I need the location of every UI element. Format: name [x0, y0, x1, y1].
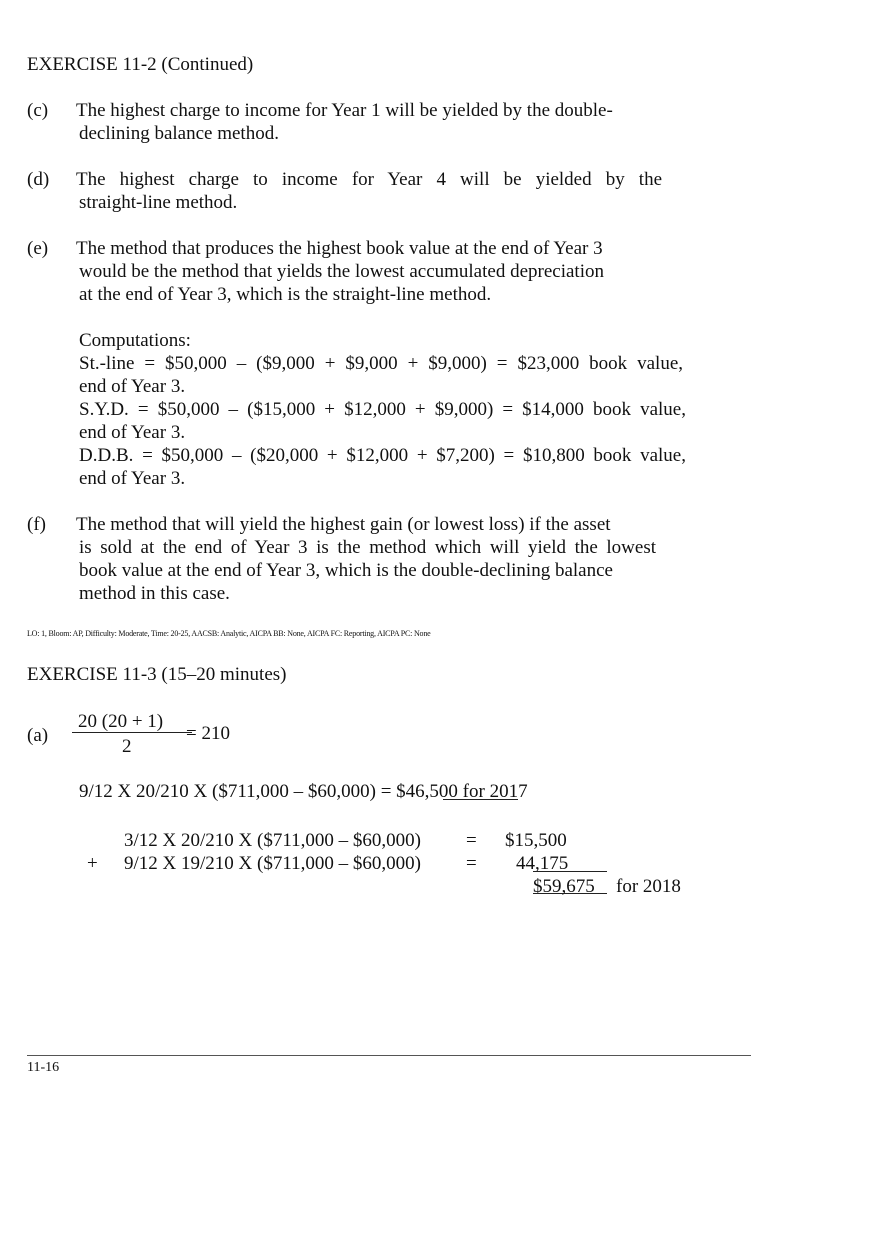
- exercise-11-2-heading: EXERCISE 11-2 (Continued): [27, 54, 254, 75]
- syd-computation-cont: end of Year 3.: [79, 422, 186, 443]
- ddb-computation: D.D.B. = $50,000 – ($20,000 + $12,000 + $7,200) = $10,800 book value,: [79, 445, 686, 466]
- item-e-line3: at the end of Year 3, which is the straight-line method.: [79, 284, 492, 305]
- underline-2017: [443, 799, 518, 800]
- total-underline: [533, 893, 607, 894]
- page-number: 11-16: [27, 1060, 60, 1075]
- item-e-line2: would be the method that yields the lowest accumulated depreciation: [79, 261, 604, 282]
- item-f-label: (f): [27, 514, 46, 535]
- row1-expression: 3/12 X 20/210 X ($711,000 – $60,000): [124, 830, 421, 851]
- item-e-line1: The method that produces the highest book value at the end of Year 3: [76, 238, 603, 259]
- item-a-label: (a): [27, 725, 49, 746]
- item-f-line4: method in this case.: [79, 583, 230, 604]
- row1-amount: $15,500: [505, 830, 567, 851]
- item-c-line1: The highest charge to income for Year 1 will be yielded by the double-: [76, 100, 613, 121]
- exercise-11-3-heading: EXERCISE 11-3 (15–20 minutes): [27, 664, 287, 685]
- item-f-line3: book value at the end of Year 3, which is the double-declining balance: [79, 560, 613, 581]
- ddb-computation-cont: end of Year 3.: [79, 468, 186, 489]
- row1-equals: =: [466, 830, 477, 851]
- item-f-line1: The method that will yield the highest gain (or lowest loss) if the asset: [76, 514, 611, 535]
- item-d-line2: straight-line method.: [79, 192, 238, 213]
- fraction-denominator: 2: [122, 736, 132, 757]
- straight-line-computation: St.-line = $50,000 – ($9,000 + $9,000 + $9,000) = $23,000 book value,: [79, 353, 683, 374]
- depreciation-2017: 9/12 X 20/210 X ($711,000 – $60,000) = $46,500 for 2017: [79, 781, 528, 802]
- item-d-label: (d): [27, 169, 50, 190]
- footer-rule: [27, 1055, 751, 1056]
- syd-computation: S.Y.D. = $50,000 – ($15,000 + $12,000 + $9,000) = $14,000 book value,: [79, 399, 686, 420]
- row2-plus: +: [87, 853, 98, 874]
- row2-amount: 44,175: [516, 853, 569, 874]
- item-c-label: (c): [27, 100, 49, 121]
- fraction-result: = 210: [186, 723, 230, 744]
- computations-title: Computations:: [79, 330, 191, 351]
- item-f-line2: is sold at the end of Year 3 is the method which will yield the lowest: [79, 537, 656, 558]
- learning-objective-metadata: LO: 1, Bloom: AP, Difficulty: Moderate, Time: 20-25, AACSB: Analytic, AICPA BB: None, AICPA FC: Reporting, AICPA PC: None: [27, 629, 431, 638]
- item-d-line1: The highest charge to income for Year 4 will be yielded by the: [76, 169, 662, 190]
- row2-underline: [533, 871, 607, 872]
- item-e-label: (e): [27, 238, 49, 259]
- fraction-bar: [72, 732, 192, 733]
- row2-equals: =: [466, 853, 477, 874]
- total-amount: $59,675: [533, 876, 595, 897]
- row2-expression: 9/12 X 19/210 X ($711,000 – $60,000): [124, 853, 421, 874]
- item-c-line2: declining balance method.: [79, 123, 279, 144]
- fraction-numerator: 20 (20 + 1): [78, 711, 164, 732]
- total-label: for 2018: [616, 876, 681, 897]
- straight-line-computation-cont: end of Year 3.: [79, 376, 186, 397]
